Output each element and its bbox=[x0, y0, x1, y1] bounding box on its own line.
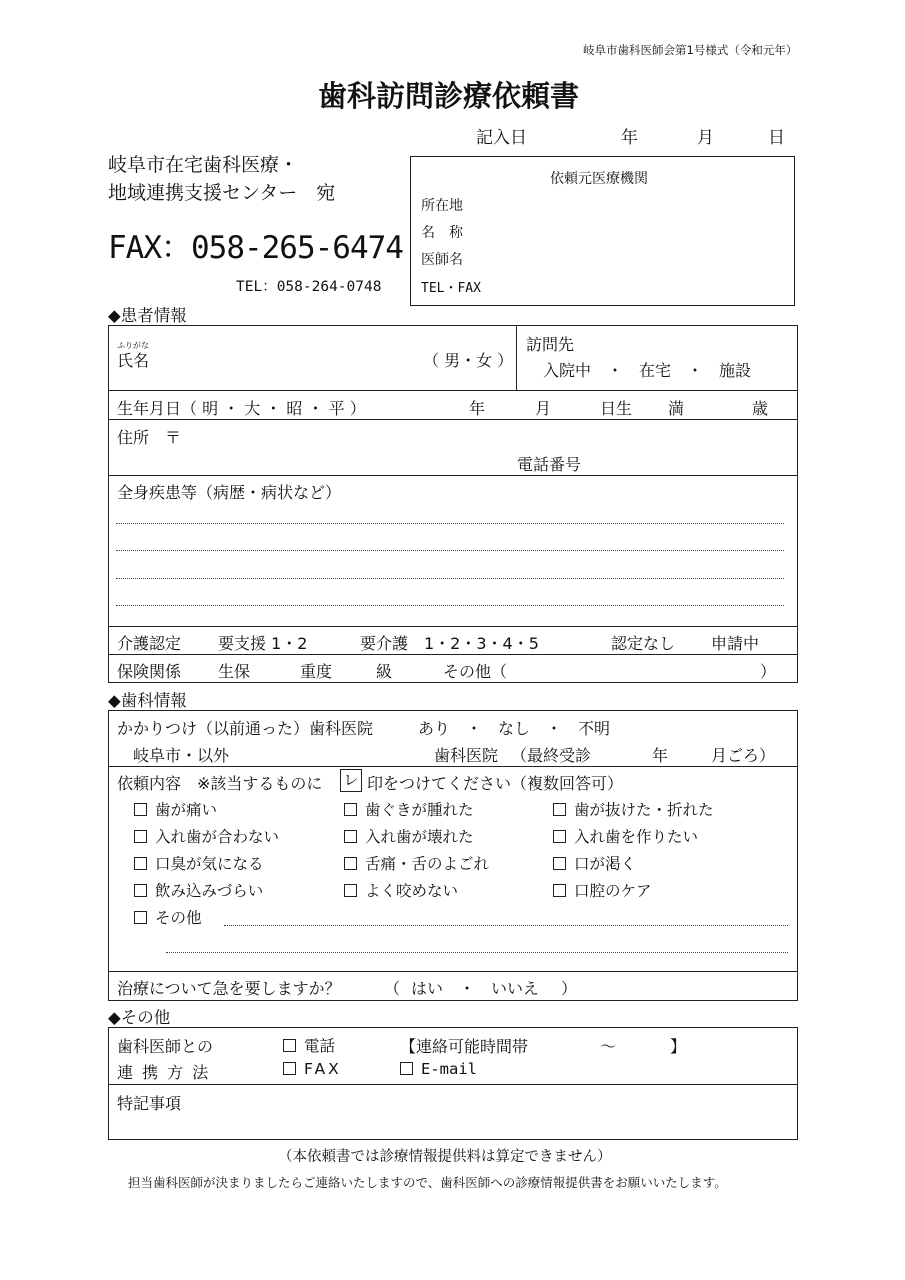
item-gum-swelling[interactable]: 歯ぐきが腫れた bbox=[344, 798, 474, 820]
insurance-jyudo: 重度 bbox=[300, 662, 333, 681]
recipient-line1: 岐阜市在宅歯科医療・ bbox=[108, 154, 299, 176]
date-day: 日 bbox=[768, 128, 785, 148]
checkbox-icon[interactable] bbox=[344, 884, 357, 897]
checkbox-icon[interactable] bbox=[344, 857, 357, 870]
insurance-kyu: 級 bbox=[376, 662, 393, 681]
request-note: 印をつけてください（複数回答可） bbox=[367, 774, 624, 793]
last-visit-label: （最終受診 bbox=[511, 746, 592, 765]
other-section-title: ◆その他 bbox=[108, 1008, 171, 1027]
insurance-label: 保険関係 bbox=[117, 662, 182, 681]
birth-day: 日生 bbox=[600, 399, 633, 418]
gender-options: （ 男・女 ） bbox=[423, 351, 514, 370]
city-label: 岐阜市・以外 bbox=[133, 746, 230, 765]
dental-section-title: ◆歯科情報 bbox=[108, 691, 187, 710]
requester-doctor-label: 医師名 bbox=[421, 252, 463, 268]
item-denture-new[interactable]: 入れ歯を作りたい bbox=[553, 825, 698, 847]
phone-label: 電話番号 bbox=[517, 455, 582, 474]
patient-name-label: 氏名 bbox=[117, 351, 150, 370]
checkbox-icon[interactable] bbox=[344, 803, 357, 816]
furigana-label: ふりがな bbox=[117, 341, 149, 350]
care-label: 介護認定 bbox=[117, 634, 182, 653]
available-time-close: 】 bbox=[670, 1037, 687, 1056]
regular-clinic-label: かかりつけ（以前通った）歯科医院 bbox=[117, 719, 374, 738]
urgent-close: ） bbox=[561, 979, 578, 998]
insurance-close: ） bbox=[760, 662, 777, 681]
checkbox-icon[interactable] bbox=[553, 857, 566, 870]
item-denture-fit[interactable]: 入れ歯が合わない bbox=[134, 825, 279, 847]
recipient-tel: TEL：058-264-0748 bbox=[236, 279, 382, 295]
checkbox-icon[interactable] bbox=[134, 857, 147, 870]
recipient-fax: FAX：058-265-6474 bbox=[108, 230, 403, 266]
request-label: 依頼内容 ※該当するものに bbox=[117, 774, 323, 793]
requester-address-label: 所在地 bbox=[421, 198, 463, 214]
item-tongue-pain[interactable]: 舌痛・舌のよごれ bbox=[344, 852, 489, 874]
checkbox-icon[interactable] bbox=[134, 803, 147, 816]
birth-year: 年 bbox=[469, 399, 486, 418]
date-year: 年 bbox=[621, 128, 638, 148]
form-id: 岐阜市歯科医師会第1号様式（令和元年） bbox=[583, 43, 798, 57]
requester-telfax-label: TEL・FAX bbox=[421, 281, 481, 296]
contact-email-option[interactable]: E-mail bbox=[400, 1060, 477, 1078]
urgent-open: （ bbox=[384, 979, 401, 998]
contact-fax-option[interactable]: FAX bbox=[283, 1060, 342, 1078]
recipient-line2: 地域連携支援センター 宛 bbox=[108, 182, 336, 204]
care-none: 認定なし bbox=[611, 634, 676, 653]
clinic-label: 歯科医院 bbox=[434, 746, 499, 765]
footer-note-1: （本依頼書では診療情報提供料は算定できません） bbox=[278, 1149, 612, 1165]
birth-label: 生年月日（ 明 ・ 大 ・ 昭 ・ 平 ） bbox=[117, 399, 366, 418]
checkbox-icon[interactable] bbox=[553, 884, 566, 897]
item-dry-mouth[interactable]: 口が渇く bbox=[553, 852, 636, 874]
checkbox-icon[interactable] bbox=[283, 1062, 296, 1075]
checkbox-icon[interactable] bbox=[134, 830, 147, 843]
age-full: 満 bbox=[668, 399, 685, 418]
regular-clinic-options: あり ・ なし ・ 不明 bbox=[418, 719, 611, 738]
last-visit-month: 月ごろ） bbox=[711, 746, 776, 765]
disease-label: 全身疾患等（病歴・病状など） bbox=[117, 483, 342, 502]
check-mark-sample: レ bbox=[340, 769, 362, 792]
birth-month: 月 bbox=[535, 399, 552, 418]
visit-label: 訪問先 bbox=[526, 335, 575, 354]
age-unit: 歳 bbox=[752, 399, 769, 418]
checkbox-icon[interactable] bbox=[400, 1062, 413, 1075]
item-tooth-pain[interactable]: 歯が痛い bbox=[134, 798, 217, 820]
checkbox-icon[interactable] bbox=[553, 830, 566, 843]
item-denture-broken[interactable]: 入れ歯が壊れた bbox=[344, 825, 474, 847]
checkbox-icon[interactable] bbox=[553, 803, 566, 816]
item-chewing[interactable]: よく咬めない bbox=[344, 879, 458, 901]
available-time-tilde: ～ bbox=[600, 1037, 617, 1056]
patient-section-title: ◆患者情報 bbox=[108, 306, 187, 325]
last-visit-year: 年 bbox=[652, 746, 669, 765]
item-bad-breath[interactable]: 口臭が気になる bbox=[134, 852, 264, 874]
item-tooth-lost[interactable]: 歯が抜けた・折れた bbox=[553, 798, 714, 820]
care-need: 要介護 1・2・3・4・5 bbox=[360, 634, 539, 653]
contact-label-1: 歯科医師との bbox=[117, 1037, 214, 1056]
requester-name-label: 名 称 bbox=[421, 225, 463, 241]
available-time-label: 【連絡可能時間帯 bbox=[400, 1037, 529, 1056]
checkbox-icon[interactable] bbox=[134, 911, 147, 924]
insurance-other: その他（ bbox=[443, 662, 508, 681]
checkbox-icon[interactable] bbox=[134, 884, 147, 897]
date-label: 記入日 bbox=[476, 128, 527, 148]
visit-options: 入院中 ・ 在宅 ・ 施設 bbox=[543, 361, 752, 380]
requester-title: 依頼元医療機関 bbox=[550, 171, 648, 187]
date-month: 月 bbox=[697, 128, 714, 148]
footer-note-2: 担当歯科医師が決まりましたらご連絡いたしますので、歯科医師への診療情報提供書をお願いいたします。 bbox=[128, 1175, 727, 1190]
contact-label-2: 連 携 方 法 bbox=[117, 1063, 211, 1082]
address-label: 住所 〒 bbox=[117, 428, 182, 447]
contact-phone-option[interactable]: 電話 bbox=[283, 1034, 335, 1056]
checkbox-icon[interactable] bbox=[283, 1039, 296, 1052]
urgent-options: はい ・ いいえ bbox=[411, 979, 540, 998]
care-applying: 申請中 bbox=[711, 634, 760, 653]
notes-label: 特記事項 bbox=[117, 1094, 182, 1113]
item-other[interactable]: その他 bbox=[134, 906, 202, 928]
care-support: 要支援 1・2 bbox=[218, 634, 308, 653]
insurance-seiho: 生保 bbox=[218, 662, 251, 681]
item-oral-care[interactable]: 口腔のケア bbox=[553, 879, 652, 901]
checkbox-icon[interactable] bbox=[344, 830, 357, 843]
urgent-label: 治療について急を要しますか？ bbox=[117, 979, 341, 998]
page-title: 歯科訪問診療依頼書 bbox=[318, 79, 580, 113]
item-swallowing[interactable]: 飲み込みづらい bbox=[134, 879, 263, 901]
